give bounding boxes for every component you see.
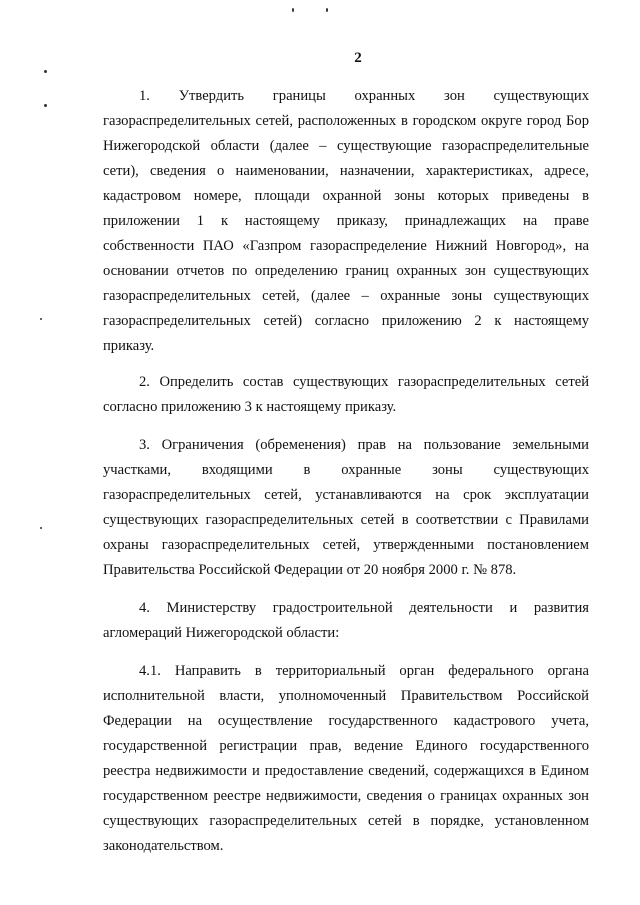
paragraph-1: 1. Утвердить границы охранных зон существующих газораспределительных сетей, расположенных в городском округе город Бор Нижегородской области (далее – существующие газораспределительные сети), сведения о наименовании, назначении, характеристиках, адресе, кадастровом номере, площади охранной зоны которых приведены в приложении 1 к настоящему приказу, принадлежащих на праве собственности ПАО «Газпром газораспределение Нижний Новгород», на основании отчетов по определению границ охранных зон существующих газораспределительных сетей, (далее – охранные зоны существующих газораспределительных сетей) согласно приложению 2 к настоящему приказу. [103, 88, 589, 354]
paragraph-2: 2. Определить состав существующих газораспределительных сетей согласно приложению 3 к настоящему приказу. [103, 374, 589, 415]
scan-speck [44, 104, 47, 107]
document-body [103, 84, 589, 871]
scan-speck [40, 527, 42, 529]
scan-speck [44, 70, 47, 73]
scan-speck [292, 8, 294, 12]
scan-speck [326, 8, 328, 12]
paragraph-4-1: 4.1. Направить в территориальный орган федерального органа исполнительной власти, уполномоченный Правительством Российской Федерации на осуществление государственного кадастрового учета, государственной регистрации прав, ведение Единого государственного реестра недвижимости и предоставление сведений, содержащихся в Едином государственном реестре недвижимости, сведения о границах охранных зон существующих газораспределительных сетей в порядке, установленном законодательством. [103, 663, 589, 854]
paragraph-3: 3. Ограничения (обременения) прав на пользование земельными участками, входящими в охранные зоны существующих газораспределительных сетей, устанавливаются на срок эксплуатации существующих газораспределительных сетей в соответствии с Правилами охраны газораспределительных сетей, утвержденными постановлением Правительства Российской Федерации от 20 ноября 2000 г. № 878. [103, 437, 589, 578]
paragraph-4: 4. Министерству градостроительной деятельности и развития агломераций Нижегородской области: [103, 600, 589, 641]
page-number: 2 [354, 50, 362, 66]
scan-speck [40, 318, 42, 320]
